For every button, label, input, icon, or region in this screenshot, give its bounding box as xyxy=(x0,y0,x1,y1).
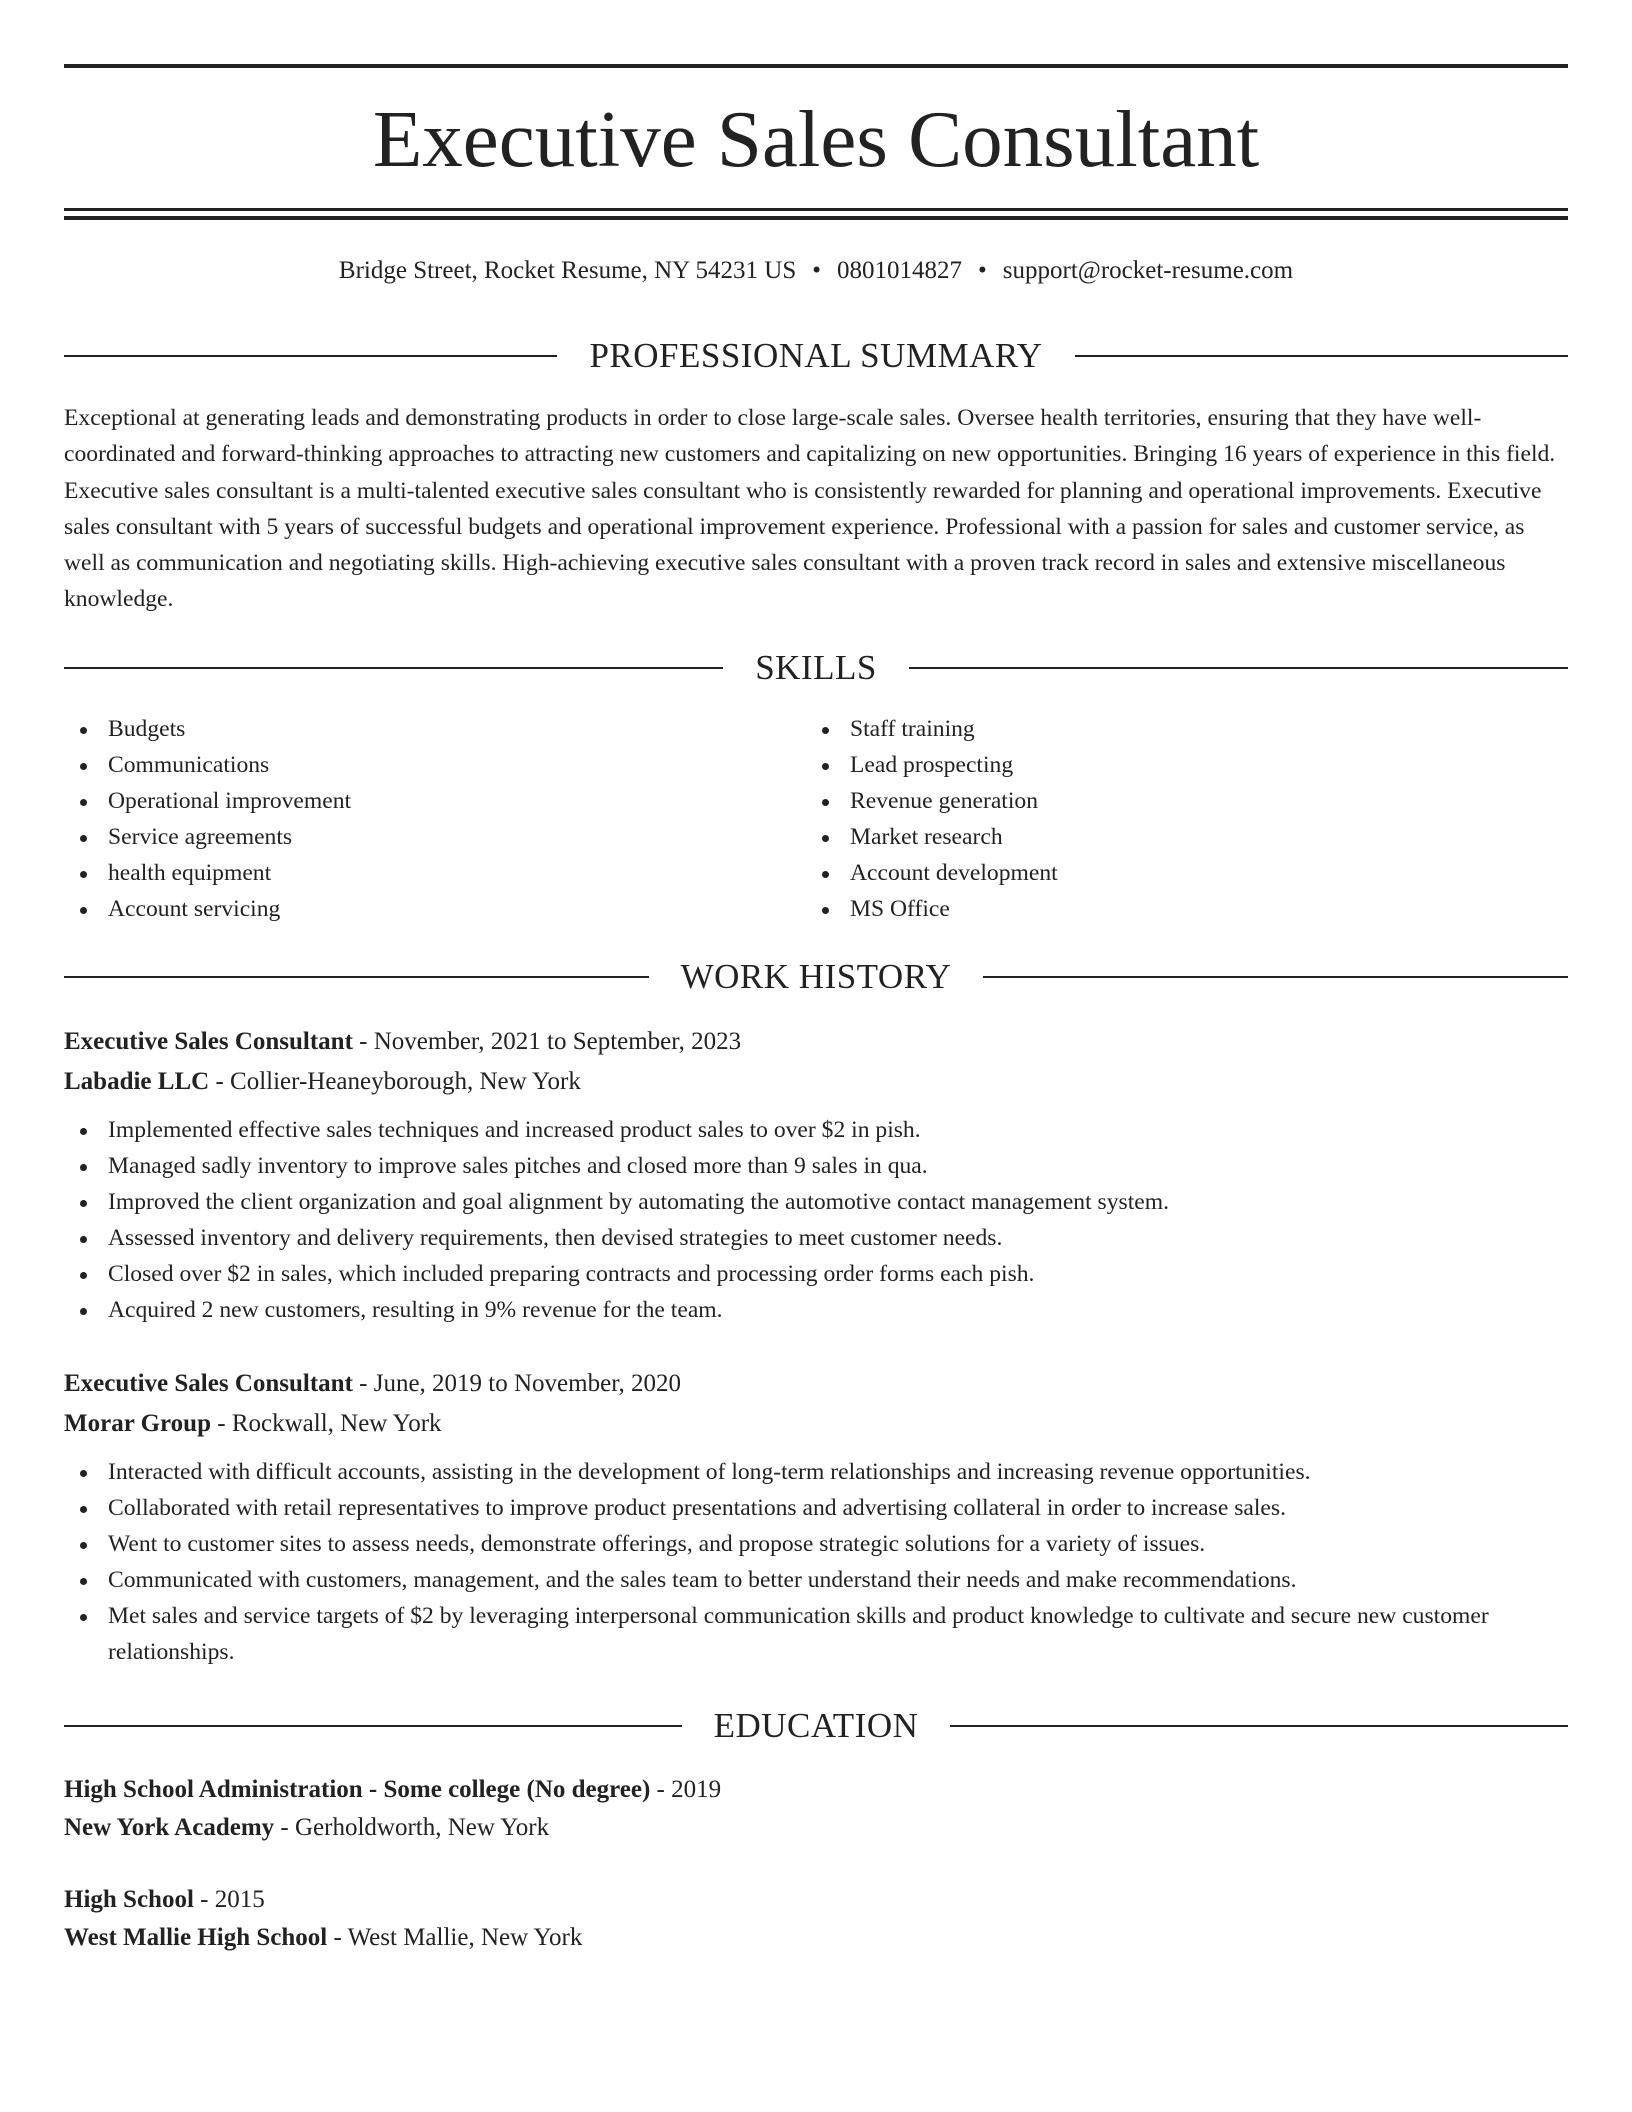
divider-line xyxy=(64,667,723,669)
job-title: Executive Sales Consultant xyxy=(64,1370,353,1397)
title-double-rule xyxy=(64,208,1568,220)
page-title: Executive Sales Consultant xyxy=(372,94,1260,184)
job-bullet: Acquired 2 new customers, resulting in 9% revenue for the team. xyxy=(64,1292,1568,1328)
contact-separator: • xyxy=(812,257,822,284)
job-company: Labadie LLC xyxy=(64,1068,210,1095)
contact-separator: • xyxy=(978,257,987,284)
job-bullet: Went to customer sites to assess needs, demonstrate offerings, and propose strategic solutions for a variety of issues. xyxy=(64,1526,1568,1562)
job-location: - Rockwall, New York xyxy=(211,1410,442,1437)
section-title-summary: PROFESSIONAL SUMMARY xyxy=(589,336,1043,375)
job-dates: - June, 2019 to November, 2020 xyxy=(352,1370,682,1397)
skills-column-right xyxy=(806,711,1506,927)
education-degree: High School Administration - Some college (No degree) xyxy=(64,1776,651,1803)
job-bullet: Met sales and service targets of $2 by leveraging interpersonal communication skills and product knowledge to cultivate and secure new customer relationships. xyxy=(64,1598,1568,1670)
skill-item: MS Office xyxy=(806,891,1506,927)
skill-item: Lead prospecting xyxy=(806,747,1506,783)
skill-item: Market research xyxy=(806,819,1506,855)
job-dates: - November, 2021 to September, 2023 xyxy=(352,1028,742,1055)
education-location: - Gerholdworth, New York xyxy=(274,1814,550,1841)
skill-item: Account servicing xyxy=(64,891,764,927)
section-title-work: WORK HISTORY xyxy=(680,957,952,996)
divider-line xyxy=(1075,355,1568,357)
section-header-skills xyxy=(64,646,1568,690)
education-year: - 2015 xyxy=(193,1886,265,1913)
skill-item: Budgets xyxy=(64,711,764,747)
education-school: New York Academy xyxy=(64,1814,275,1841)
job-bullet: Assessed inventory and delivery requirements, then devised strategies to meet customer needs. xyxy=(64,1220,1568,1256)
job-bullet: Collaborated with retail representatives to improve product presentations and advertising collateral in order to increase sales. xyxy=(64,1490,1568,1526)
job-company: Morar Group xyxy=(64,1410,211,1437)
skill-item: Account development xyxy=(806,855,1506,891)
job-bullet: Interacted with difficult accounts, assisting in the development of long-term relationships and increasing revenue opportunities. xyxy=(64,1454,1568,1490)
job-bullet: Communicated with customers, management, and the sales team to better understand their needs and make recommendations. xyxy=(64,1562,1568,1598)
divider-line xyxy=(64,976,649,978)
divider-line xyxy=(64,355,557,357)
skills-column-left xyxy=(64,711,764,927)
divider-line xyxy=(950,1725,1568,1727)
section-header-summary xyxy=(64,334,1568,378)
section-header-education xyxy=(64,1704,1568,1748)
contact-line xyxy=(64,256,1568,286)
education-location: - West Mallie, New York xyxy=(327,1924,583,1951)
contact-email: support@rocket-resume.com xyxy=(1002,257,1294,284)
section-title-skills: SKILLS xyxy=(755,648,877,687)
job-bullet: Improved the client organization and goal alignment by automating the automotive contact management system. xyxy=(64,1184,1568,1220)
skill-item: Staff training xyxy=(806,711,1506,747)
job-bullet: Managed sadly inventory to improve sales pitches and closed more than 9 sales in qua. xyxy=(64,1148,1568,1184)
divider-line xyxy=(64,1725,682,1727)
contact-address: Bridge Street, Rocket Resume, NY 54231 US xyxy=(338,257,797,284)
skill-item: health equipment xyxy=(64,855,764,891)
job-entry xyxy=(64,1022,1568,1328)
education-year: - 2019 xyxy=(650,1776,722,1803)
job-bullet: Implemented effective sales techniques and increased product sales to over $2 in pish. xyxy=(64,1112,1568,1148)
education-entry xyxy=(64,1881,1568,1957)
divider-line xyxy=(909,667,1568,669)
section-header-work xyxy=(64,955,1568,999)
job-location: - Collier-Heaneyborough, New York xyxy=(209,1068,581,1095)
education-entry xyxy=(64,1771,1568,1847)
education-school: West Mallie High School xyxy=(64,1924,328,1951)
job-bullet: Closed over $2 in sales, which included preparing contracts and processing order forms each pish. xyxy=(64,1256,1568,1292)
skill-item: Communications xyxy=(64,747,764,783)
job-entry xyxy=(64,1364,1568,1670)
skill-item: Revenue generation xyxy=(806,783,1506,819)
skill-item: Operational improvement xyxy=(64,783,764,819)
contact-phone: 0801014827 xyxy=(837,257,963,284)
job-title: Executive Sales Consultant xyxy=(64,1028,353,1055)
summary-paragraph: Exceptional at generating leads and demonstrating products in order to close large-scale sales. Oversee health territories, ensuring that they have well-coordinated and forward-thinking approaches to attracting new customers and capitalizing on new opportunities. Bringing 16 years of experience in this field. Executive sales consultant is a multi-talented executive sales consultant who is consistently rewarded for planning and operational improvements. Executive sales consultant with 5 years of successful budgets and operational improvement experience. Professional with a passion for sales and customer service, as well as communication and negotiating skills. High-achieving executive sales consultant with a proven track record in sales and extensive miscellaneous knowledge. xyxy=(64,405,1556,613)
divider-line xyxy=(983,976,1568,978)
skill-item: Service agreements xyxy=(64,819,764,855)
top-rule xyxy=(64,64,1568,68)
section-title-education: EDUCATION xyxy=(713,1706,919,1745)
education-degree: High School xyxy=(64,1886,194,1913)
